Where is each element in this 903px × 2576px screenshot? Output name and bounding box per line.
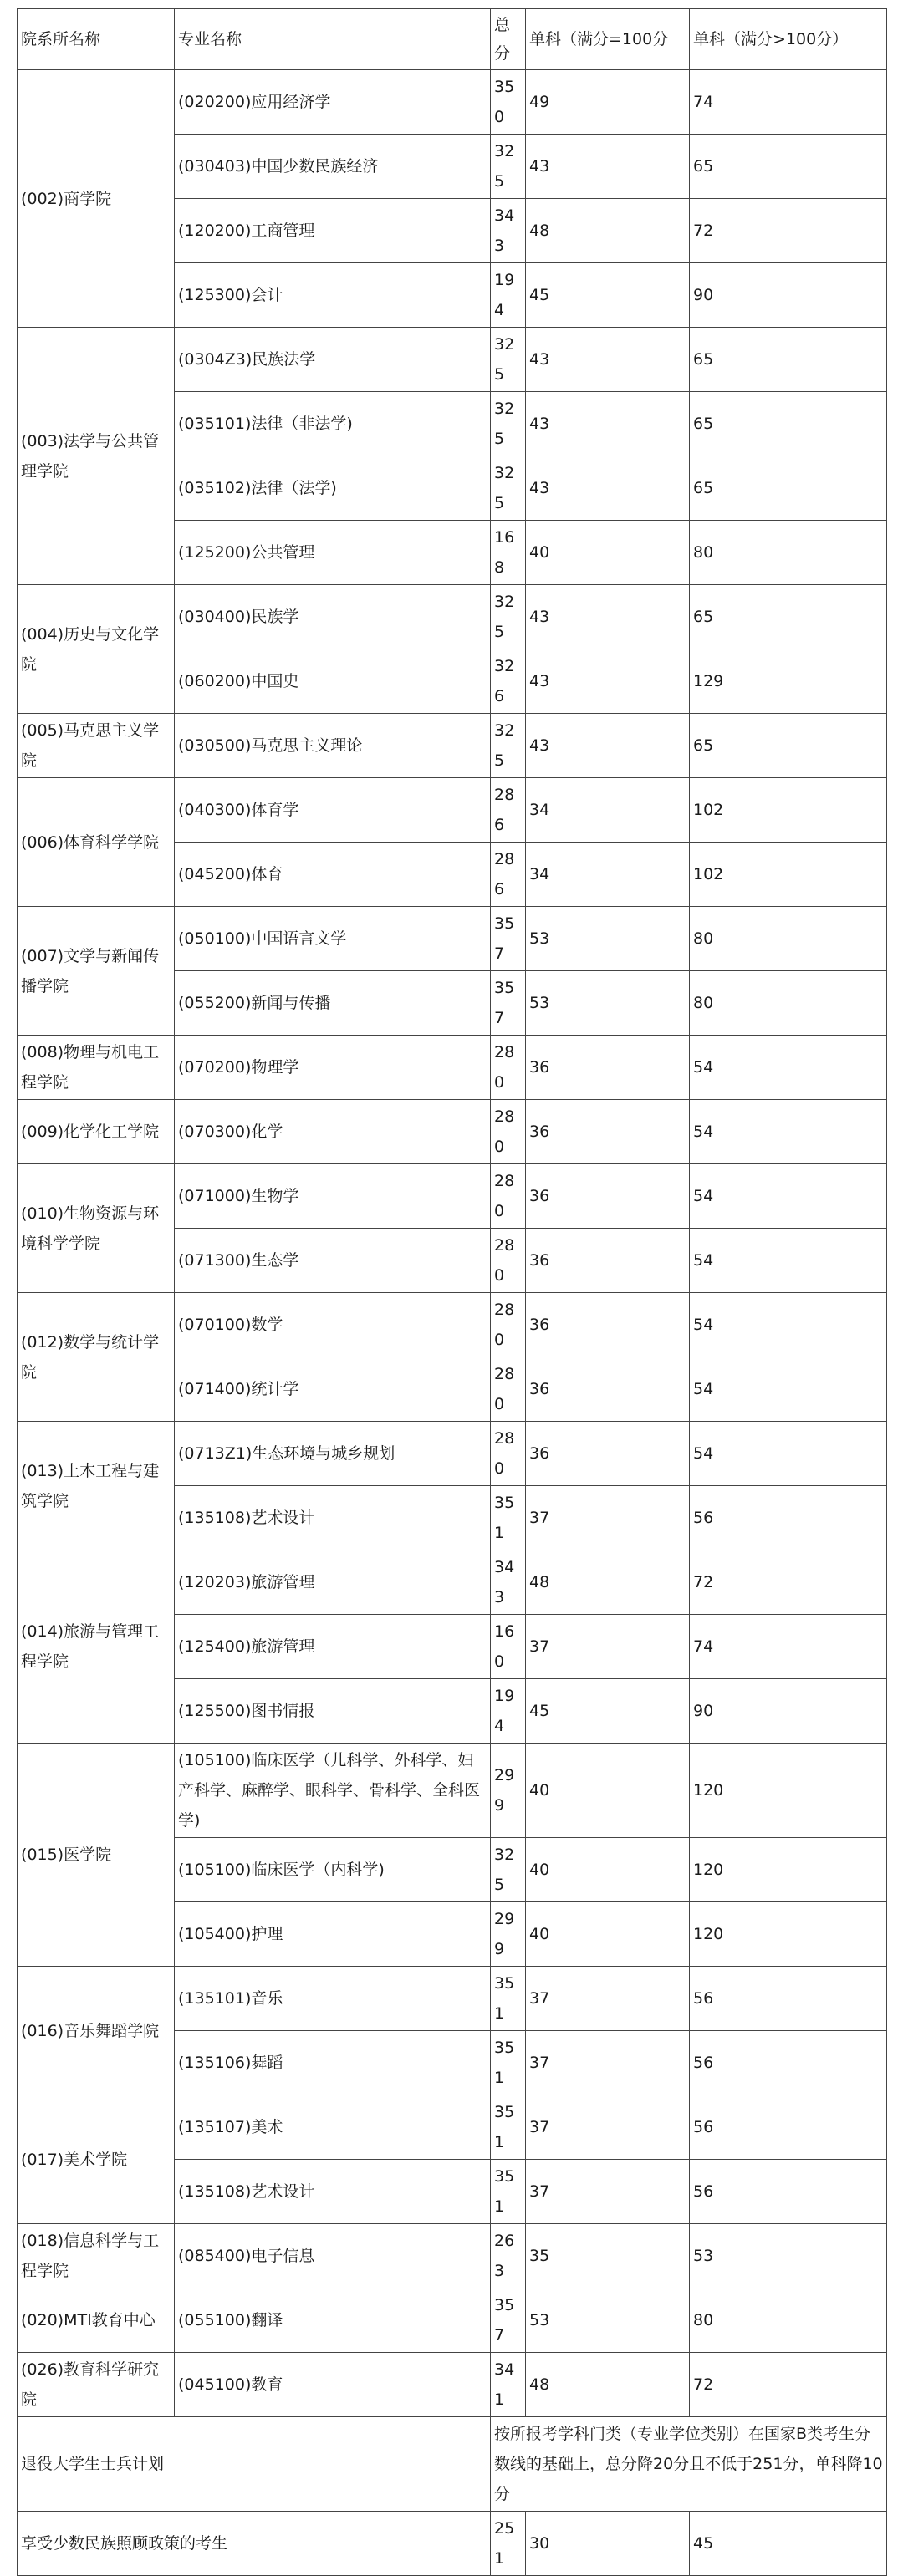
major-cell: (050100)中国语言文学 (175, 907, 491, 971)
single-100-cell: 43 (526, 649, 690, 714)
single-gt100-cell: 65 (690, 456, 887, 521)
total-cell: 325 (491, 328, 526, 392)
single-100-cell: 37 (526, 1967, 690, 2031)
total-cell: 351 (491, 1967, 526, 2031)
table-row (18, 70, 887, 135)
total-cell: 194 (491, 1679, 526, 1744)
dept-cell: (013)土木工程与建筑学院 (18, 1422, 175, 1550)
single-gt100-cell: 72 (690, 2353, 887, 2417)
single-100-cell: 36 (526, 1422, 690, 1486)
header-single-gt100: 单科（满分>100分） (690, 9, 887, 70)
major-cell: (135108)艺术设计 (175, 1486, 491, 1550)
dept-cell: (007)文学与新闻传播学院 (18, 907, 175, 1036)
dept-cell: (018)信息科学与工程学院 (18, 2224, 175, 2288)
total-cell: 325 (491, 585, 526, 649)
table-row (18, 2288, 887, 2353)
single-gt100-cell: 65 (690, 135, 887, 199)
single-gt100-cell: 72 (690, 199, 887, 263)
total-cell: 357 (491, 971, 526, 1036)
dept-cell: (006)体育科学学院 (18, 778, 175, 907)
table-row (18, 585, 887, 649)
major-cell: (105100)临床医学（儿科学、外科学、妇产科学、麻醉学、眼科学、骨科学、全科医学) (175, 1744, 491, 1838)
single-100-cell: 43 (526, 392, 690, 456)
single-gt100-cell: 120 (690, 1838, 887, 1902)
total-cell: 325 (491, 392, 526, 456)
total-cell: 357 (491, 907, 526, 971)
total-cell: 325 (491, 1838, 526, 1902)
single-gt100-cell: 80 (690, 907, 887, 971)
dept-cell: (005)马克思主义学院 (18, 714, 175, 778)
single-gt100-cell: 80 (690, 971, 887, 1036)
single-gt100-cell: 56 (690, 2160, 887, 2224)
single-100-cell: 45 (526, 1679, 690, 1744)
total-cell: 351 (491, 2095, 526, 2160)
dept-cell: (017)美术学院 (18, 2095, 175, 2224)
total-cell: 280 (491, 1422, 526, 1486)
dept-cell: (002)商学院 (18, 70, 175, 328)
major-cell: (030403)中国少数民族经济 (175, 135, 491, 199)
single-100-cell: 49 (526, 70, 690, 135)
single-gt100-cell: 56 (690, 2031, 887, 2095)
major-cell: (071000)生物学 (175, 1164, 491, 1229)
single-gt100-cell: 65 (690, 585, 887, 649)
single-100-cell: 43 (526, 456, 690, 521)
major-cell: (135106)舞蹈 (175, 2031, 491, 2095)
major-cell: (060200)中国史 (175, 649, 491, 714)
dept-cell: (016)音乐舞蹈学院 (18, 1967, 175, 2095)
dept-cell: (003)法学与公共管理学院 (18, 328, 175, 585)
single-100-cell: 37 (526, 2160, 690, 2224)
major-cell: (030500)马克思主义理论 (175, 714, 491, 778)
single-100-cell: 43 (526, 328, 690, 392)
single-gt100-cell: 72 (690, 1550, 887, 1615)
single-100-cell: 53 (526, 971, 690, 1036)
veteran-label: 退役大学生士兵计划 (18, 2417, 491, 2512)
header-single-100: 单科（满分=100分 (526, 9, 690, 70)
total-cell: 343 (491, 1550, 526, 1615)
single-100-cell: 40 (526, 1902, 690, 1967)
major-cell: (045200)体育 (175, 843, 491, 907)
table-row (18, 1744, 887, 1838)
total-cell: 341 (491, 2353, 526, 2417)
single-gt100-cell: 56 (690, 1486, 887, 1550)
single-100-cell: 40 (526, 1838, 690, 1902)
major-cell: (0304Z3)民族法学 (175, 328, 491, 392)
minority-row (18, 2512, 887, 2576)
dept-cell: (012)数学与统计学院 (18, 1293, 175, 1422)
table-row (18, 2095, 887, 2160)
total-cell: 286 (491, 843, 526, 907)
total-cell: 280 (491, 1229, 526, 1293)
total-cell: 325 (491, 135, 526, 199)
single-100-cell: 48 (526, 1550, 690, 1615)
veteran-row (18, 2417, 887, 2512)
single-gt100-cell: 102 (690, 843, 887, 907)
score-table-container (17, 8, 886, 2576)
single-100-cell: 37 (526, 1615, 690, 1679)
single-gt100-cell: 65 (690, 714, 887, 778)
total-cell: 280 (491, 1357, 526, 1422)
single-100-cell: 53 (526, 2288, 690, 2353)
single-100-cell: 36 (526, 1036, 690, 1100)
major-cell: (070200)物理学 (175, 1036, 491, 1100)
table-row (18, 1967, 887, 2031)
single-100-cell: 37 (526, 1486, 690, 1550)
total-cell: 343 (491, 199, 526, 263)
single-gt100-cell: 74 (690, 1615, 887, 1679)
single-gt100-cell: 54 (690, 1422, 887, 1486)
single-100-cell: 43 (526, 585, 690, 649)
total-cell: 160 (491, 1615, 526, 1679)
veteran-note: 按所报考学科门类（专业学位类别）在国家B类考生分数线的基础上，总分降20分且不低于251分，单科降10分 (491, 2417, 887, 2512)
major-cell: (055200)新闻与传播 (175, 971, 491, 1036)
major-cell: (071300)生态学 (175, 1229, 491, 1293)
total-cell: 280 (491, 1100, 526, 1164)
total-cell: 351 (491, 2160, 526, 2224)
single-gt100-cell: 90 (690, 263, 887, 328)
single-100-cell: 37 (526, 2031, 690, 2095)
table-row (18, 714, 887, 778)
single-gt100-cell: 80 (690, 2288, 887, 2353)
header-row (18, 9, 887, 70)
single-100-cell: 45 (526, 263, 690, 328)
dept-cell: (010)生物资源与环境科学学院 (18, 1164, 175, 1293)
table-row (18, 778, 887, 843)
table-row (18, 2353, 887, 2417)
total-cell: 280 (491, 1036, 526, 1100)
single-gt100-cell: 56 (690, 2095, 887, 2160)
single-100-cell: 43 (526, 714, 690, 778)
table-row (18, 1036, 887, 1100)
single-100-cell: 36 (526, 1293, 690, 1357)
single-100-cell: 36 (526, 1100, 690, 1164)
dept-cell: (014)旅游与管理工程学院 (18, 1550, 175, 1744)
total-cell: 326 (491, 649, 526, 714)
table-row (18, 1164, 887, 1229)
minority-single-gt100: 45 (690, 2512, 887, 2576)
major-cell: (070100)数学 (175, 1293, 491, 1357)
total-cell: 351 (491, 2031, 526, 2095)
total-cell: 280 (491, 1164, 526, 1229)
table-row (18, 907, 887, 971)
single-gt100-cell: 129 (690, 649, 887, 714)
single-gt100-cell: 74 (690, 70, 887, 135)
total-cell: 325 (491, 714, 526, 778)
single-gt100-cell: 65 (690, 392, 887, 456)
major-cell: (135101)音乐 (175, 1967, 491, 2031)
table-row (18, 1293, 887, 1357)
single-100-cell: 40 (526, 521, 690, 585)
major-cell: (055100)翻译 (175, 2288, 491, 2353)
header-total: 总分 (491, 9, 526, 70)
minority-label: 享受少数民族照顾政策的考生 (18, 2512, 491, 2576)
major-cell: (125400)旅游管理 (175, 1615, 491, 1679)
single-gt100-cell: 54 (690, 1036, 887, 1100)
single-gt100-cell: 54 (690, 1229, 887, 1293)
total-cell: 325 (491, 456, 526, 521)
major-cell: (045100)教育 (175, 2353, 491, 2417)
total-cell: 357 (491, 2288, 526, 2353)
dept-cell: (004)历史与文化学院 (18, 585, 175, 714)
single-100-cell: 36 (526, 1164, 690, 1229)
total-cell: 286 (491, 778, 526, 843)
major-cell: (0713Z1)生态环境与城乡规划 (175, 1422, 491, 1486)
total-cell: 168 (491, 521, 526, 585)
major-cell: (085400)电子信息 (175, 2224, 491, 2288)
table-row (18, 1422, 887, 1486)
table-row (18, 1550, 887, 1615)
major-cell: (020200)应用经济学 (175, 70, 491, 135)
single-100-cell: 34 (526, 843, 690, 907)
header-major: 专业名称 (175, 9, 491, 70)
score-table (17, 8, 887, 2576)
single-gt100-cell: 102 (690, 778, 887, 843)
minority-total: 251 (491, 2512, 526, 2576)
single-100-cell: 40 (526, 1744, 690, 1838)
major-cell: (135107)美术 (175, 2095, 491, 2160)
major-cell: (125200)公共管理 (175, 521, 491, 585)
single-gt100-cell: 65 (690, 328, 887, 392)
major-cell: (070300)化学 (175, 1100, 491, 1164)
single-100-cell: 36 (526, 1229, 690, 1293)
major-cell: (105100)临床医学（内科学) (175, 1838, 491, 1902)
single-100-cell: 34 (526, 778, 690, 843)
header-dept: 院系所名称 (18, 9, 175, 70)
single-gt100-cell: 56 (690, 1967, 887, 2031)
table-body (18, 70, 887, 2576)
major-cell: (035102)法律（法学) (175, 456, 491, 521)
single-100-cell: 36 (526, 1357, 690, 1422)
total-cell: 299 (491, 1902, 526, 1967)
minority-single-100: 30 (526, 2512, 690, 2576)
major-cell: (035101)法律（非法学) (175, 392, 491, 456)
single-100-cell: 35 (526, 2224, 690, 2288)
single-100-cell: 48 (526, 2353, 690, 2417)
single-gt100-cell: 54 (690, 1164, 887, 1229)
single-gt100-cell: 53 (690, 2224, 887, 2288)
single-100-cell: 37 (526, 2095, 690, 2160)
dept-cell: (008)物理与机电工程学院 (18, 1036, 175, 1100)
dept-cell: (026)教育科学研究院 (18, 2353, 175, 2417)
major-cell: (125500)图书情报 (175, 1679, 491, 1744)
single-100-cell: 48 (526, 199, 690, 263)
total-cell: 263 (491, 2224, 526, 2288)
table-row (18, 1100, 887, 1164)
single-gt100-cell: 90 (690, 1679, 887, 1744)
dept-cell: (020)MTI教育中心 (18, 2288, 175, 2353)
table-row (18, 2224, 887, 2288)
major-cell: (120200)工商管理 (175, 199, 491, 263)
dept-cell: (015)医学院 (18, 1744, 175, 1967)
single-gt100-cell: 120 (690, 1902, 887, 1967)
single-100-cell: 53 (526, 907, 690, 971)
major-cell: (105400)护理 (175, 1902, 491, 1967)
table-row (18, 328, 887, 392)
total-cell: 280 (491, 1293, 526, 1357)
single-gt100-cell: 120 (690, 1744, 887, 1838)
single-gt100-cell: 80 (690, 521, 887, 585)
single-gt100-cell: 54 (690, 1293, 887, 1357)
total-cell: 299 (491, 1744, 526, 1838)
major-cell: (071400)统计学 (175, 1357, 491, 1422)
major-cell: (040300)体育学 (175, 778, 491, 843)
total-cell: 351 (491, 1486, 526, 1550)
major-cell: (135108)艺术设计 (175, 2160, 491, 2224)
major-cell: (120203)旅游管理 (175, 1550, 491, 1615)
major-cell: (030400)民族学 (175, 585, 491, 649)
single-100-cell: 43 (526, 135, 690, 199)
single-gt100-cell: 54 (690, 1357, 887, 1422)
total-cell: 350 (491, 70, 526, 135)
single-gt100-cell: 54 (690, 1100, 887, 1164)
total-cell: 194 (491, 263, 526, 328)
dept-cell: (009)化学化工学院 (18, 1100, 175, 1164)
major-cell: (125300)会计 (175, 263, 491, 328)
